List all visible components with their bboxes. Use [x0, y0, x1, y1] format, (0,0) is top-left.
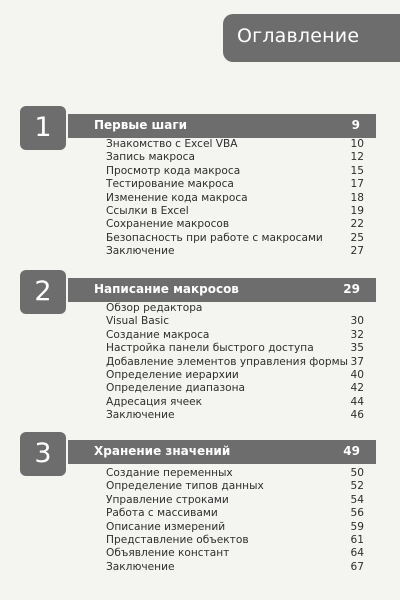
chapter-page: 49 — [343, 444, 360, 458]
toc-entry-page: 30 — [350, 315, 364, 328]
toc-entry[interactable] — [106, 151, 364, 164]
chapter-3-entries — [106, 467, 364, 574]
toc-entry[interactable] — [106, 245, 364, 258]
toc-entry-page: 19 — [350, 204, 364, 217]
chapter-page: 29 — [343, 282, 360, 296]
toc-entry[interactable] — [106, 409, 364, 422]
chapter-title: Написание макросов — [94, 282, 239, 296]
toc-entry-title: Просмотр кода макроса — [106, 164, 241, 177]
toc-entry-title: Ссылки в Excel — [106, 204, 189, 217]
toc-entry-page: 61 — [350, 533, 364, 546]
chapter-heading-bar[interactable] — [68, 278, 376, 302]
chapter-number-box — [20, 432, 66, 476]
toc-entry[interactable] — [106, 192, 364, 205]
toc-entry-page: 44 — [350, 395, 364, 408]
toc-entry-page: 67 — [350, 560, 364, 573]
toc-entry-page: 59 — [350, 520, 364, 533]
toc-entry[interactable] — [106, 494, 364, 507]
toc-entry-title: Заключение — [106, 560, 175, 573]
chapter-1-entries — [106, 138, 364, 259]
toc-entry-page: 32 — [350, 328, 364, 341]
toc-entry[interactable] — [106, 138, 364, 151]
toc-entry-page: 50 — [350, 467, 364, 479]
toc-entry-title: Сохранение макросов — [106, 218, 230, 231]
chapter-number: 3 — [34, 438, 52, 469]
toc-entry[interactable] — [106, 178, 364, 191]
chapter-heading-bar[interactable] — [68, 440, 376, 464]
toc-entry-page: 56 — [350, 507, 364, 520]
toc-entry-title: Создание макроса — [106, 328, 210, 341]
toc-entry-page: 22 — [350, 218, 364, 231]
toc-entry[interactable] — [106, 521, 364, 534]
chapter-number-box — [20, 270, 66, 314]
toc-entry[interactable] — [106, 561, 364, 574]
toc-entry-page: 18 — [350, 191, 364, 204]
toc-entry[interactable] — [106, 205, 364, 218]
toc-entry-page: 40 — [350, 368, 364, 381]
toc-entry[interactable] — [106, 342, 364, 355]
toc-entry-page: 42 — [350, 382, 364, 395]
toc-entry-title: Адресация ячеек — [106, 395, 203, 408]
toc-entry-title: Работа с массивами — [106, 507, 218, 520]
toc-entry[interactable] — [106, 467, 364, 480]
contents-title: Оглавление — [237, 25, 360, 47]
chapter-number: 1 — [34, 112, 52, 143]
toc-entry[interactable] — [106, 369, 364, 382]
toc-entry[interactable] — [106, 382, 364, 395]
chapter-page: 9 — [351, 118, 360, 132]
toc-entry-title: Определение иерархии — [106, 368, 239, 381]
toc-entry-page: 25 — [350, 231, 364, 244]
toc-entry-title: Заключение — [106, 409, 175, 422]
toc-entry-title: Добавление элементов управления формы — [106, 355, 348, 368]
chapter-2-entries — [106, 302, 364, 423]
toc-entry[interactable] — [106, 232, 364, 245]
chapter-heading-bar[interactable] — [68, 114, 376, 138]
toc-entry-title: Объявление констант — [106, 547, 230, 560]
toc-entry[interactable] — [106, 302, 364, 315]
chapter-number-box — [20, 106, 66, 150]
toc-entry-page: 64 — [350, 547, 364, 560]
toc-entry-title: Управление строками — [106, 493, 229, 506]
toc-entry-title: Безопасность при работе с макросами — [106, 231, 323, 244]
toc-entry-title: Представление объектов — [106, 533, 249, 546]
toc-entry-title: Описание измерений — [106, 520, 226, 533]
toc-entry-title: Настройка панели быстрого доступа — [106, 342, 314, 355]
toc-entry-title: Знакомство с Excel VBA — [106, 138, 238, 150]
toc-entry-page: 35 — [350, 342, 364, 355]
toc-entry[interactable] — [106, 356, 364, 369]
toc-entry-title: Обзор редактора — [106, 302, 203, 314]
toc-entry[interactable] — [106, 218, 364, 231]
toc-entry-title: Заключение — [106, 245, 175, 258]
toc-entry-page: 12 — [350, 151, 364, 164]
toc-entry-title: Visual Basic — [106, 315, 170, 328]
toc-entry-title: Запись макроса — [106, 151, 195, 164]
toc-entry[interactable] — [106, 165, 364, 178]
toc-entry-page: 10 — [350, 138, 364, 150]
toc-entry-page: 37 — [350, 355, 364, 368]
toc-entry-page: 27 — [350, 245, 364, 258]
toc-entry-title: Определение типов данных — [106, 480, 264, 493]
toc-entry-page: 15 — [350, 164, 364, 177]
toc-entry[interactable] — [106, 534, 364, 547]
toc-entry-page: 54 — [350, 493, 364, 506]
toc-entry-title: Изменение кода макроса — [106, 191, 248, 204]
toc-entry[interactable] — [106, 329, 364, 342]
toc-entry-title: Создание переменных — [106, 467, 233, 479]
chapter-title: Первые шаги — [94, 118, 188, 132]
chapter-number: 2 — [34, 276, 52, 307]
toc-entry[interactable] — [106, 507, 364, 520]
toc-entry-page: 17 — [350, 178, 364, 191]
contents-header — [223, 14, 400, 62]
toc-entry[interactable] — [106, 480, 364, 493]
toc-entry[interactable] — [106, 396, 364, 409]
toc-entry-page: 52 — [350, 480, 364, 493]
toc-entry-page: 46 — [350, 409, 364, 422]
toc-entry[interactable] — [106, 547, 364, 560]
toc-entry-title: Тестирование макроса — [106, 178, 234, 191]
toc-entry[interactable] — [106, 315, 364, 328]
chapter-title: Хранение значений — [94, 444, 231, 458]
toc-entry-title: Определение диапазона — [106, 382, 245, 395]
